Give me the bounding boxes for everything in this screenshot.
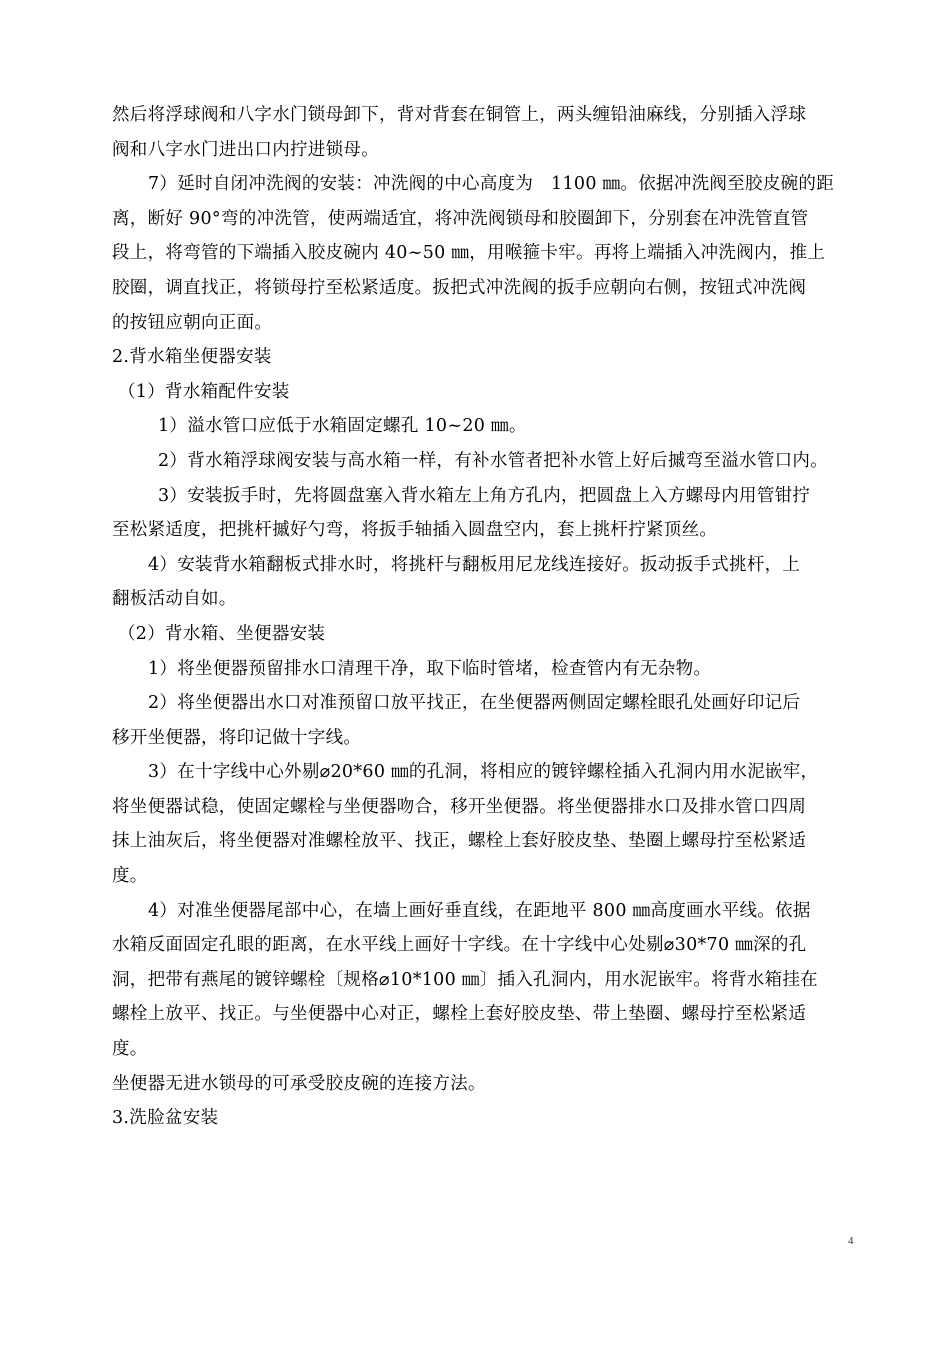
text-line: 离，断好 90°弯的冲洗管，使两端适宜，将冲洗阀锁母和胶圈卸下，分别套在冲洗管直管	[112, 208, 809, 229]
text-line: 洞，把带有燕尾的镀锌螺栓〔规格⌀10*100 ㎜〕插入孔洞内，用水泥嵌牢。将背水箱挂在	[112, 969, 818, 990]
text-line: 4）对准坐便器尾部中心，在墙上画好垂直线，在距地平 800 ㎜高度画水平线。依据	[148, 900, 811, 921]
text-line: 抹上油灰后，将坐便器对准螺栓放平、找正，螺栓上套好胶皮垫、垫圈上螺母拧至松紧适	[112, 831, 807, 852]
subsection-heading: （2）背水箱、坐便器安装	[118, 623, 326, 644]
text-line: 度。	[112, 1039, 148, 1060]
text-line: 将坐便器试稳，使固定螺栓与坐便器吻合，移开坐便器。将坐便器排水口及排水管口四周	[112, 796, 807, 817]
text-line: 4）安装背水箱翻板式排水时，将挑杆与翻板用尼龙线连接好。扳动扳手式挑杆，上	[148, 554, 801, 575]
text-line: 1）将坐便器预留排水口清理干净，取下临时管堵，检查管内有无杂物。	[148, 658, 712, 679]
text-line: 3）在十字线中心外剔⌀20*60 ㎜的孔洞，将相应的镀锌螺栓插入孔洞内用水泥嵌牢，	[148, 762, 819, 783]
page-number: 4	[848, 1235, 854, 1247]
text-line: 3）安装扳手时，先将圆盘塞入背水箱左上角方孔内，把圆盘上入方螺母内用管钳拧	[158, 485, 811, 506]
text-line: 水箱反面固定孔眼的距离，在水平线上画好十字线。在十字线中心处剔⌀30*70 ㎜深的孔	[112, 935, 807, 956]
text-line: 螺栓上放平、找正。与坐便器中心对正，螺栓上套好胶皮垫、带上垫圈、螺母拧至松紧适	[112, 1004, 807, 1025]
text-line: 坐便器无进水锁母的可承受胶皮碗的连接方法。	[112, 1073, 486, 1094]
section-heading: 3.洗脸盆安装	[112, 1108, 219, 1129]
subsection-heading: （1）背水箱配件安装	[118, 381, 290, 402]
text-line: 移开坐便器，将印记做十字线。	[112, 727, 362, 748]
text-line: 然后将浮球阀和八字水门锁母卸下，背对背套在铜管上，两头缠铅油麻线，分别插入浮球	[112, 105, 807, 125]
text-line: 度。	[112, 866, 148, 887]
body-text	[112, 98, 860, 1136]
text-line: 1）溢水管口应低于水箱固定螺孔 10~20 ㎜。	[158, 416, 527, 437]
text-line: 2）背水箱浮球阀安装与高水箱一样，有补水管者把补水管上好后摵弯至溢水管口内。	[158, 450, 829, 471]
text-line: 7）延时自闭冲洗阀的安装：冲洗阀的中心高度为 1100 ㎜。依据冲洗阀至胶皮碗的距	[148, 174, 835, 195]
text-line: 段上，将弯管的下端插入胶皮碗内 40~50 ㎜，用喉箍卡牢。再将上端插入冲洗阀内，推上	[112, 243, 826, 264]
text-line: 阀和八字水门进出口内拧进锁母。	[112, 139, 379, 160]
section-heading: 2.背水箱坐便器安装	[112, 347, 272, 368]
text-line: 的按钮应朝向正面。	[112, 312, 273, 333]
text-line: 至松紧适度，把挑杆摵好勺弯，将扳手轴插入圆盘空内，套上挑杆拧紧顶丝。	[112, 520, 718, 541]
text-line: 翻板活动自如。	[112, 589, 237, 610]
text-line: 胶圈，调直找正，将锁母拧至松紧适度。扳把式冲洗阀的扳手应朝向右侧，按钮式冲洗阀	[112, 277, 807, 298]
text-line: 2）将坐便器出水口对准预留口放平找正，在坐便器两侧固定螺栓眼孔处画好印记后	[148, 693, 801, 714]
